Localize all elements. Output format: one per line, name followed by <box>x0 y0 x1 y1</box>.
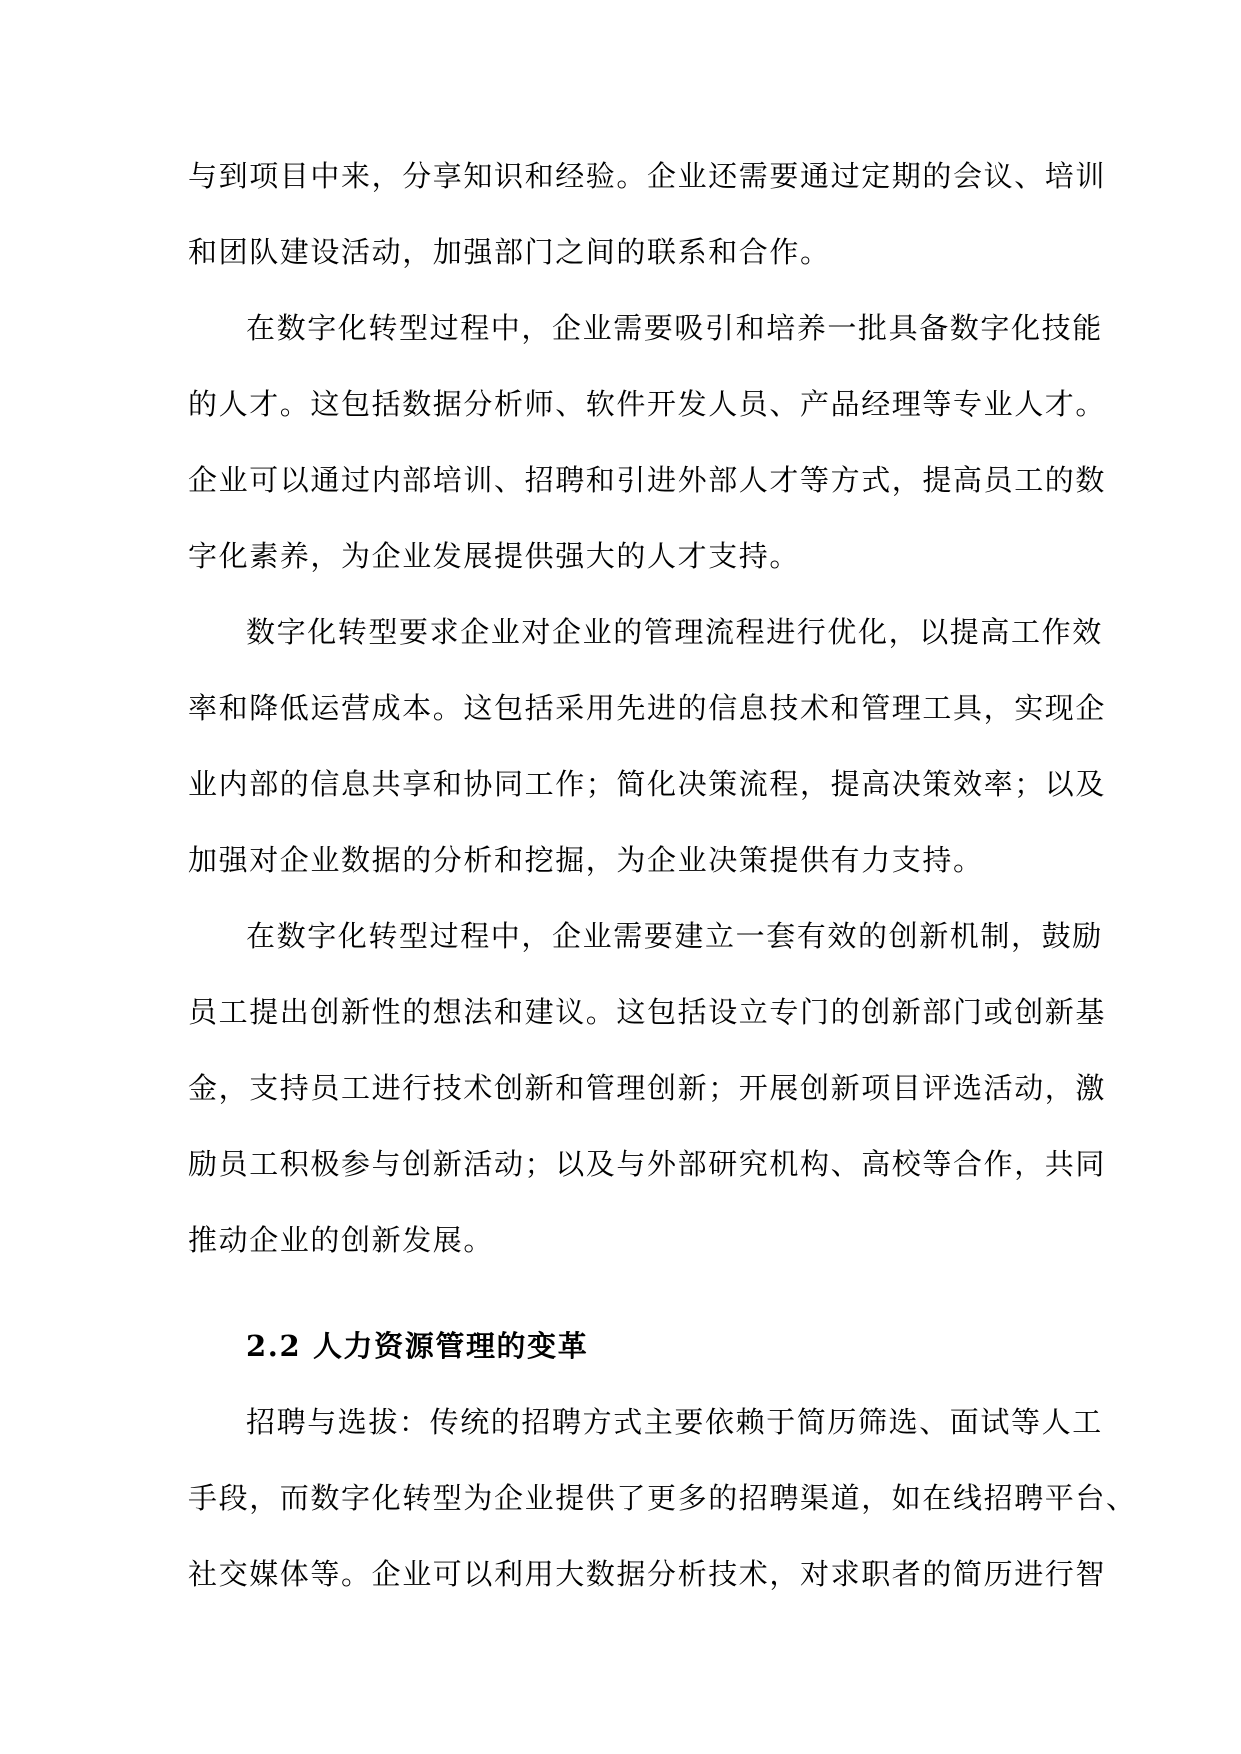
paragraph-line: 和团队建设活动，加强部门之间的联系和合作。 <box>188 235 831 269</box>
paragraph-line: 在数字化转型过程中，企业需要建立一套有效的创新机制，鼓励 <box>246 919 1103 953</box>
section-heading: 2.2 人力资源管理的变革 <box>246 1329 589 1363</box>
paragraph-line: 与到项目中来，分享知识和经验。企业还需要通过定期的会议、培训 <box>188 159 1107 193</box>
paragraph-line: 励员工积极参与创新活动；以及与外部研究机构、高校等合作，共同 <box>188 1147 1107 1181</box>
paragraph-line: 业内部的信息共享和协同工作；简化决策流程，提高决策效率；以及 <box>188 767 1107 801</box>
paragraph-line: 员工提出创新性的想法和建议。这包括设立专门的创新部门或创新基 <box>188 995 1107 1029</box>
paragraph-line: 招聘与选拔：传统的招聘方式主要依赖于简历筛选、面试等人工 <box>246 1405 1103 1439</box>
paragraph-line: 企业可以通过内部培训、招聘和引进外部人才等方式，提高员工的数 <box>188 463 1107 497</box>
paragraph-line: 金，支持员工进行技术创新和管理创新；开展创新项目评选活动，激 <box>188 1071 1107 1105</box>
paragraph-line: 加强对企业数据的分析和挖掘，为企业决策提供有力支持。 <box>188 843 984 877</box>
paragraph-line: 数字化转型要求企业对企业的管理流程进行优化，以提高工作效 <box>246 615 1103 649</box>
paragraph-line: 字化素养，为企业发展提供强大的人才支持。 <box>188 539 801 573</box>
paragraph <box>188 594 1107 898</box>
paragraph <box>188 290 1107 594</box>
paragraph-line: 推动企业的创新发展。 <box>188 1223 495 1257</box>
paragraph-line: 的人才。这包括数据分析师、软件开发人员、产品经理等专业人才。 <box>188 387 1107 421</box>
paragraph-line: 在数字化转型过程中，企业需要吸引和培养一批具备数字化技能 <box>246 311 1103 345</box>
paragraph-line: 率和降低运营成本。这包括采用先进的信息技术和管理工具，实现企 <box>188 691 1107 725</box>
paragraph <box>188 898 1107 1278</box>
paragraph-line: 手段，而数字化转型为企业提供了更多的招聘渠道，如在线招聘平台、 <box>188 1481 1137 1515</box>
paragraph <box>188 1384 1137 1612</box>
paragraph <box>188 138 1107 290</box>
paragraph-line: 社交媒体等。企业可以利用大数据分析技术，对求职者的简历进行智 <box>188 1557 1107 1591</box>
document-body <box>188 138 1137 1612</box>
